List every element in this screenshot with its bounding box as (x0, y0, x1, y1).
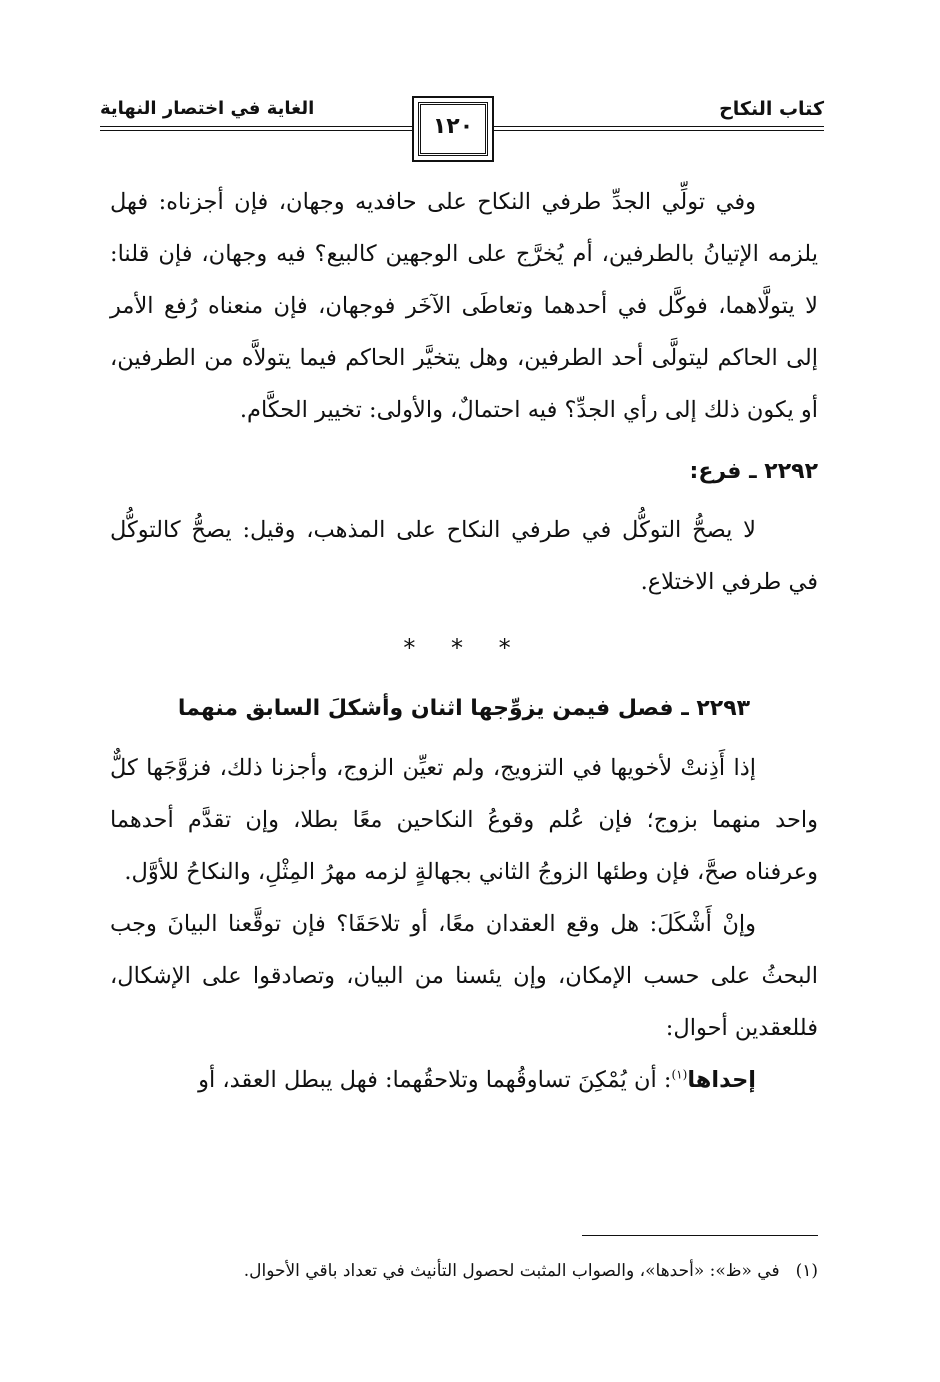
footnote-marker: (١) (795, 1261, 818, 1281)
section-heading-2293: ٢٢٩٣ ـ فصل فيمن يزوِّجها اثنان وأشكلَ السابق منهما (177, 696, 751, 721)
main-text (110, 176, 818, 1106)
footnote-separator (582, 1235, 818, 1236)
paragraph-grandfather-guardianship: وفي تولِّي الجدِّ طرفي النكاح على حافديه وجهان، فإن أجزناه: فهل يلزمه الإتيانُ بالطرفين، أم يُخرَّج على الوجهين كالبيع؟ فيه وجهان، فإن قلنا: لا يتولَّاهما، فوكَّل في أحدهما وتعاطَى الآخَر فوجهان، فإن منعناه رُفع الأمر إلى الحاكم ليتولَّى أحد الطرفين، وهل يتخيَّر الحاكم فيما يتولاَّه من الطرفين، أو يكون ذلك إلى رأي الجدِّ؟ فيه احتمالٌ، والأولى: تخيير الحكَّام. (110, 189, 818, 423)
running-head-chapter: كتاب النكاح (715, 98, 824, 120)
first-case-text: : أن يُمْكِنَ تساوقُهما وتلاحقُهما: فهل يبطل العقد، أو (198, 1067, 672, 1093)
paragraph-first-case (110, 1054, 818, 1106)
footnote-text: في «ظ»: «أحدها»، والصواب المثبت لحصول التأنيث في تعداد باقي الأحوال. (243, 1261, 780, 1281)
footnote-reference[interactable]: (١) (671, 1067, 688, 1082)
running-head-book-title: الغاية في اختصار النهاية (100, 98, 318, 119)
page-number: ١٢٠ (432, 114, 474, 139)
paragraph-ambiguity: وإنْ أَشْكَلَ: هل وقع العقدان معًا، أو تلاحَقَا؟ فإن توقَّعنا البيانَ وجب البحثُ على حسب الإمكان، وإن يئسنا من البيان، وتصادقوا على الإشكال، فللعقدين أحوال: (110, 911, 818, 1041)
branch-heading-2292: ٢٢٩٢ ـ فرع: (689, 459, 818, 484)
first-case-label: إحداها (687, 1067, 756, 1093)
page-header (100, 96, 824, 166)
page-number-frame (412, 96, 494, 162)
paragraph-two-brothers-marriage: إذا أَذِنتْ لأخويها في التزويج، ولم تعيِّن الزوج، وأجزنا ذلك، فزوَّجَها كلٌّ واحد منهما بزوج؛ فإن عُلم وقوعُ النكاحين معًا بطلا، وإن تقدَّم أحدهما وعرفناه صحَّ، فإن وطئها الزوجُ الثاني بجهالةٍ لزمه مهرُ المِثْلِ، والنكاحُ للأوَّل. (110, 755, 818, 885)
paragraph-agency-both-sides: لا يصحُّ التوكُّل في طرفي النكاح على المذهب، وقيل: يصحُّ كالتوكُّل في طرفي الاختلاع. (110, 517, 818, 595)
section-separator: * * * (403, 634, 525, 662)
footnote (110, 1256, 818, 1286)
